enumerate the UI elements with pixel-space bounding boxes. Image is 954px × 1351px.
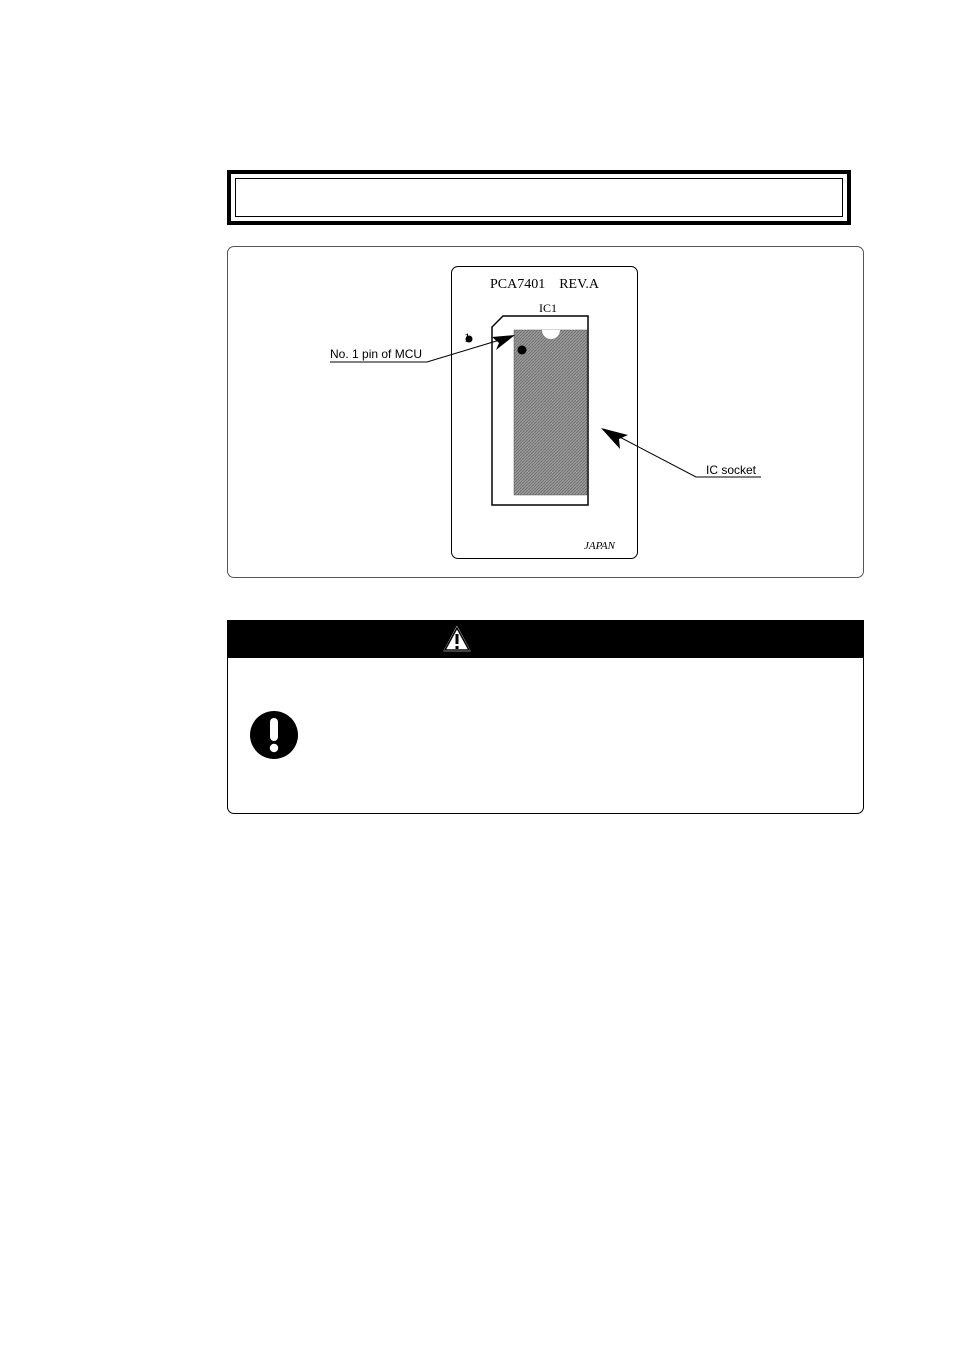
country-mark: JAPAN [584, 540, 615, 552]
warning-triangle-icon [439, 621, 475, 655]
callout-pin1-label: No. 1 pin of MCU [330, 347, 423, 361]
ic-reference-label: IC1 [539, 301, 557, 315]
section-title-inner [235, 178, 843, 217]
figure-panel [227, 246, 864, 578]
caution-box [227, 620, 864, 814]
pin-marker-label: 1 [464, 330, 471, 345]
adapter-board [451, 266, 638, 559]
caution-header-bar [227, 620, 864, 658]
section-title-box [227, 170, 851, 225]
board-title: PCA7401 REV.A [489, 277, 600, 292]
callout-socket-label: IC socket [706, 463, 757, 477]
mandatory-exclamation-icon [249, 710, 299, 760]
